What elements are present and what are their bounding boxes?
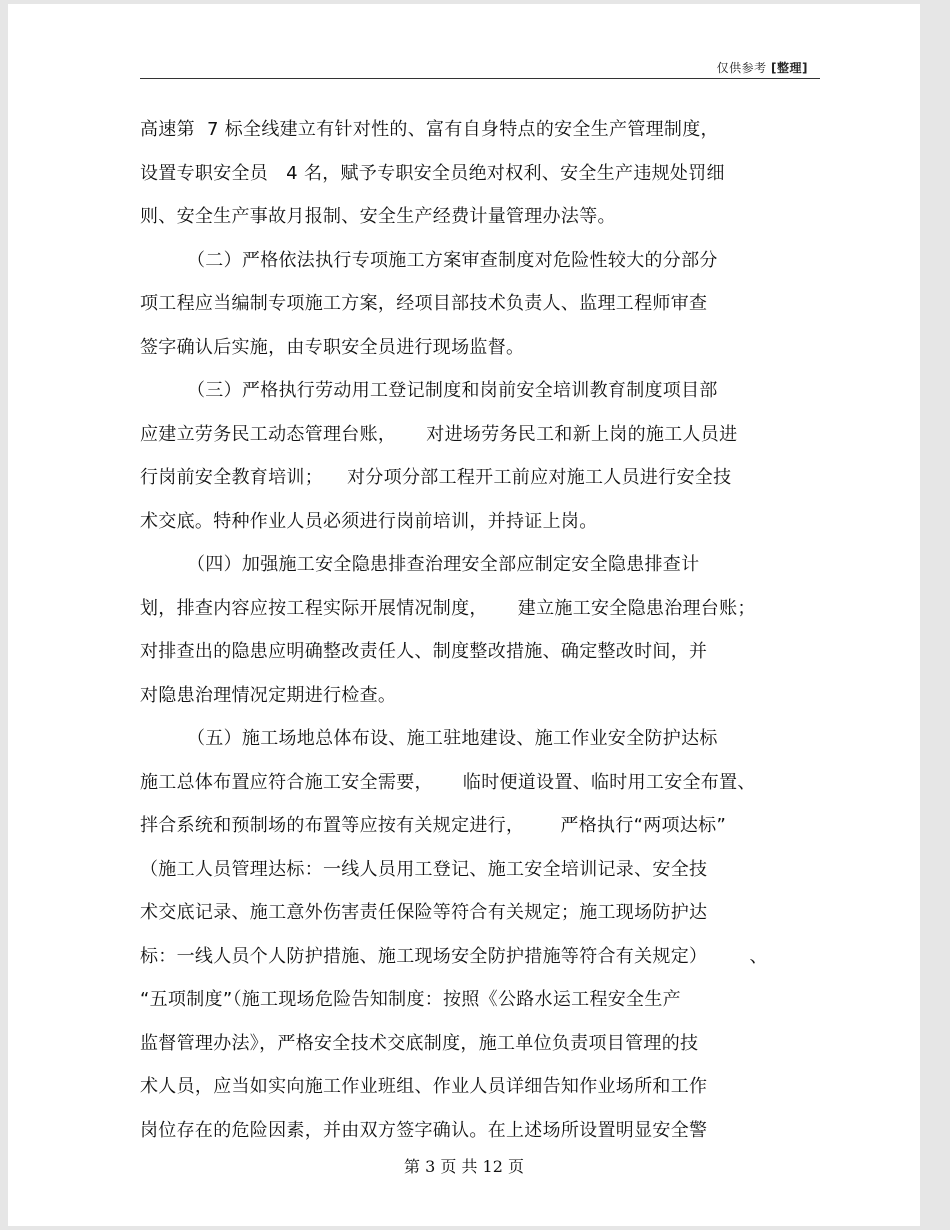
document-page (8, 4, 920, 1226)
text-line: 应建立劳务民工动态管理台账， 对进场劳务民工和新上岗的施工人员进 (140, 423, 738, 445)
text-line: （四）加强施工安全隐患排查治理安全部应制定安全隐患排查计 (187, 554, 700, 575)
page-footer: 第 3 页 共 12 页 (404, 1157, 524, 1176)
text-line: 岗位存在的危险因素，并由双方签字确认。在上述场所设置明显安全警 (140, 1119, 708, 1141)
text-line: 行岗前安全教育培训； 对分项分部工程开工前应对施工人员进行安全技 (140, 467, 732, 488)
text-line: （三）严格执行劳动用工登记制度和岗前安全培训教育制度项目部 (187, 380, 718, 401)
text-line: 拌合系统和预制场的布置等应按有关规定进行， 严格执行“两项达标” (140, 815, 727, 836)
text-line: 监督管理办法》，严格安全技术交底制度，施工单位负责项目管理的技 (140, 1032, 699, 1054)
text-line: 划，排查内容应按工程实际开展情况制度， 建立施工安全隐患治理台账； (140, 597, 756, 619)
text-line: 对排查出的隐患应明确整改责任人、制度整改措施、确定整改时间，并 (140, 641, 708, 662)
text-line: “五项制度”（施工现场危险告知制度：按照《公路水运工程安全生产 (140, 989, 681, 1010)
text-line: 设置专职安全员 4 名，赋予专职安全员绝对权利、安全生产违规处罚细 (140, 162, 725, 184)
page-header (717, 59, 808, 76)
text-line: 则、安全生产事故月报制、安全生产经费计量管理办法等。 (140, 206, 616, 227)
header-divider (140, 78, 820, 79)
text-line: 对隐患治理情况定期进行检查。 (140, 684, 397, 706)
text-line: 术交底记录、施工意外伤害责任保险等符合有关规定；施工现场防护达 (140, 902, 708, 923)
header-text: 仅供参考 (716, 61, 767, 75)
text-line: 术人员，应当如实向施工作业班组、作业人员详细告知作业场所和工作 (140, 1076, 708, 1097)
text-line: 高速第 7 标全线建立有针对性的、富有自身特点的安全生产管理制度， (140, 119, 719, 140)
header-tag: [整理] (771, 61, 808, 75)
text-line: （二）严格依法执行专项施工方案审查制度对危险性较大的分部分 (187, 249, 718, 271)
text-line: 标：一线人员个人防护措施、施工现场安全防护措施等符合有关规定） 、 (140, 945, 768, 967)
text-line: （五）施工场地总体布设、施工驻地建设、施工作业安全防护达标 (187, 728, 718, 749)
text-line: 术交底。特种作业人员必须进行岗前培训，并持证上岗。 (140, 510, 598, 532)
text-line: 项工程应当编制专项施工方案，经项目部技术负责人、监理工程师审查 (140, 293, 708, 314)
text-line: 施工总体布置应符合施工安全需要， 临时便道设置、临时用工安全布置、 (140, 771, 756, 793)
text-line: 签字确认后实施，由专职安全员进行现场监督。 (140, 336, 525, 358)
body-text (140, 108, 830, 1152)
text-line: （施工人员管理达标：一线人员用工登记、施工安全培训记录、安全技 (140, 858, 708, 880)
